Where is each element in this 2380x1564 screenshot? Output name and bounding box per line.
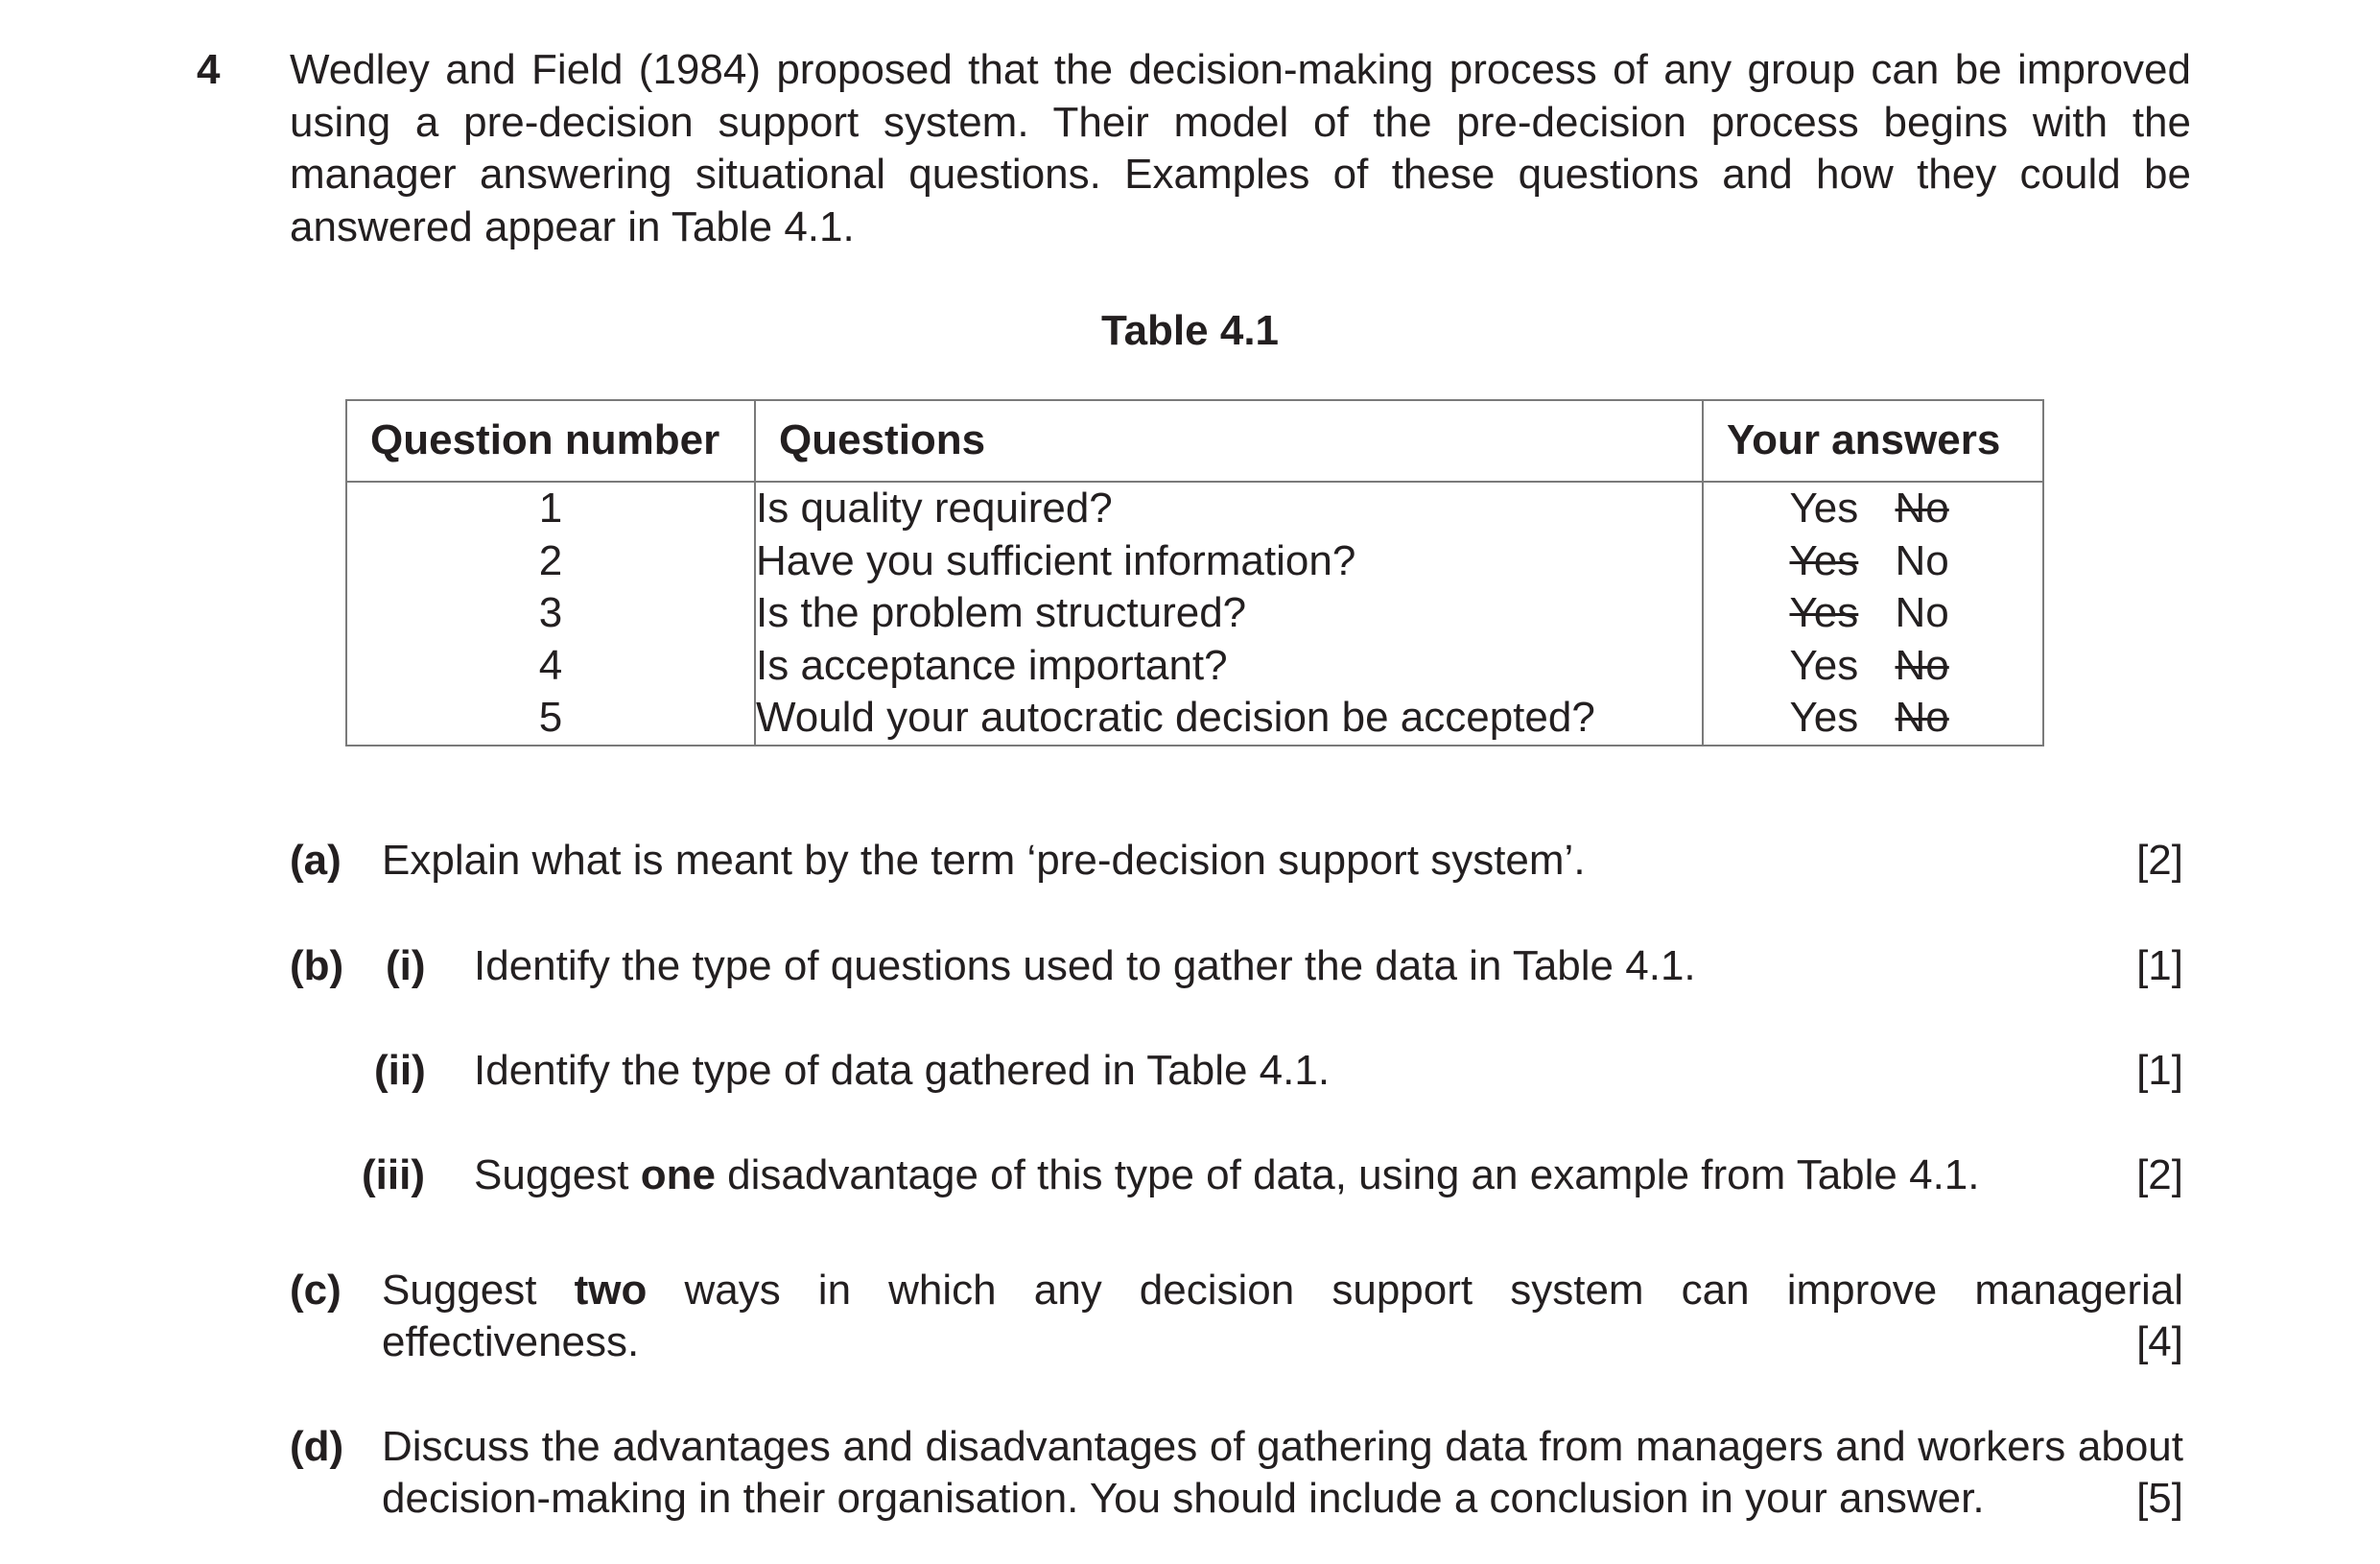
row-question: Have you sufficient information?: [756, 536, 1356, 584]
answer-row: [1704, 483, 2042, 535]
row-number: 4: [538, 641, 563, 689]
part-b-label: (b): [290, 942, 344, 989]
answer-yes: Yes: [1789, 589, 1859, 636]
part-c-line1: [382, 1265, 2183, 1317]
row-number: 3: [538, 589, 563, 636]
answer-yes: Yes: [1789, 536, 1859, 584]
answer-row: [1704, 692, 2042, 745]
answer-row: [1704, 535, 2042, 588]
part-b-i-marks: [1]: [2136, 942, 2183, 989]
part-b-i-text: Identify the type of questions used to gather the data in Table 4.1.: [474, 942, 1696, 989]
answer-no: No: [1895, 536, 1949, 584]
table-title: Table 4.1: [1100, 307, 1280, 354]
part-d-line1: Discuss the advantages and disadvantages of gathering data from managers and workers about: [382, 1423, 2183, 1470]
part-b-iii-text-after: disadvantage of this type of data, using an example from Table 4.1.: [715, 1151, 1980, 1198]
part-c-line1-bold: two: [574, 1267, 648, 1314]
part-b-iii-text-before: Suggest: [474, 1151, 641, 1198]
answer-no: No: [1895, 485, 1949, 532]
part-c-label: (c): [290, 1267, 342, 1314]
answer-no: No: [1895, 589, 1949, 636]
question-number: 4: [197, 46, 221, 93]
answers-table: [345, 399, 2044, 746]
answer-yes: Yes: [1789, 485, 1859, 532]
part-b-ii-marks: [1]: [2136, 1047, 2183, 1094]
part-c-line1-before: Suggest: [382, 1267, 575, 1314]
answers-column: [1703, 482, 2043, 746]
part-d-label: (d): [290, 1423, 344, 1470]
row-number: 5: [538, 694, 563, 741]
part-c-line2: effectiveness.: [382, 1318, 640, 1365]
part-b-ii-text: Identify the type of data gathered in Table 4.1.: [474, 1047, 1331, 1094]
part-a-text: Explain what is meant by the term ‘pre-decision support system’.: [382, 837, 1586, 884]
answer-row: [1704, 640, 2042, 693]
row-question: Is the problem structured?: [756, 589, 1247, 636]
question-number-column: [346, 482, 755, 746]
part-d-marks: [5]: [2136, 1475, 2183, 1522]
questions-column: [755, 482, 1703, 746]
table-header-row: [346, 400, 2043, 482]
row-number: 2: [538, 536, 563, 584]
header-your-answers: Your answers: [1703, 400, 2043, 482]
part-b-iii-label: (iii): [362, 1151, 425, 1198]
part-b-iii-text-bold: one: [640, 1151, 716, 1198]
part-a-marks: [2]: [2136, 837, 2183, 884]
part-b-i-label: (i): [386, 942, 426, 989]
part-b-iii-marks: [2]: [2136, 1151, 2183, 1198]
part-a-label: (a): [290, 837, 342, 884]
part-c-line1-after: ways in which any decision support system can improve managerial: [647, 1267, 2184, 1314]
row-question: Would your autocratic decision be accepted?: [756, 694, 1595, 741]
answer-no: No: [1895, 694, 1949, 741]
answer-yes: Yes: [1789, 694, 1859, 741]
part-b-ii-label: (ii): [374, 1047, 426, 1094]
part-c-marks: [4]: [2136, 1318, 2183, 1365]
answer-row: [1704, 587, 2042, 640]
answer-yes: Yes: [1789, 641, 1859, 689]
question-intro: Wedley and Field (1984) proposed that the decision-making process of any group can be improved using a pre-decision support system. Their model of the pre-decision process begins with the manager answering situational questions. Examples of these questions and how they could be answered appear in Table 4.1.: [290, 46, 2191, 250]
header-questions: Questions: [755, 400, 1703, 482]
header-question-number: Question number: [346, 400, 755, 482]
table-row: [346, 482, 2043, 746]
row-number: 1: [538, 485, 563, 532]
answer-no: No: [1895, 641, 1949, 689]
row-question: Is acceptance important?: [756, 641, 1228, 689]
row-question: Is quality required?: [756, 485, 1113, 532]
part-b-iii-text: [474, 1149, 1980, 1202]
part-d-line2: decision-making in their organisation. You should include a conclusion in your answer.: [382, 1475, 1985, 1522]
